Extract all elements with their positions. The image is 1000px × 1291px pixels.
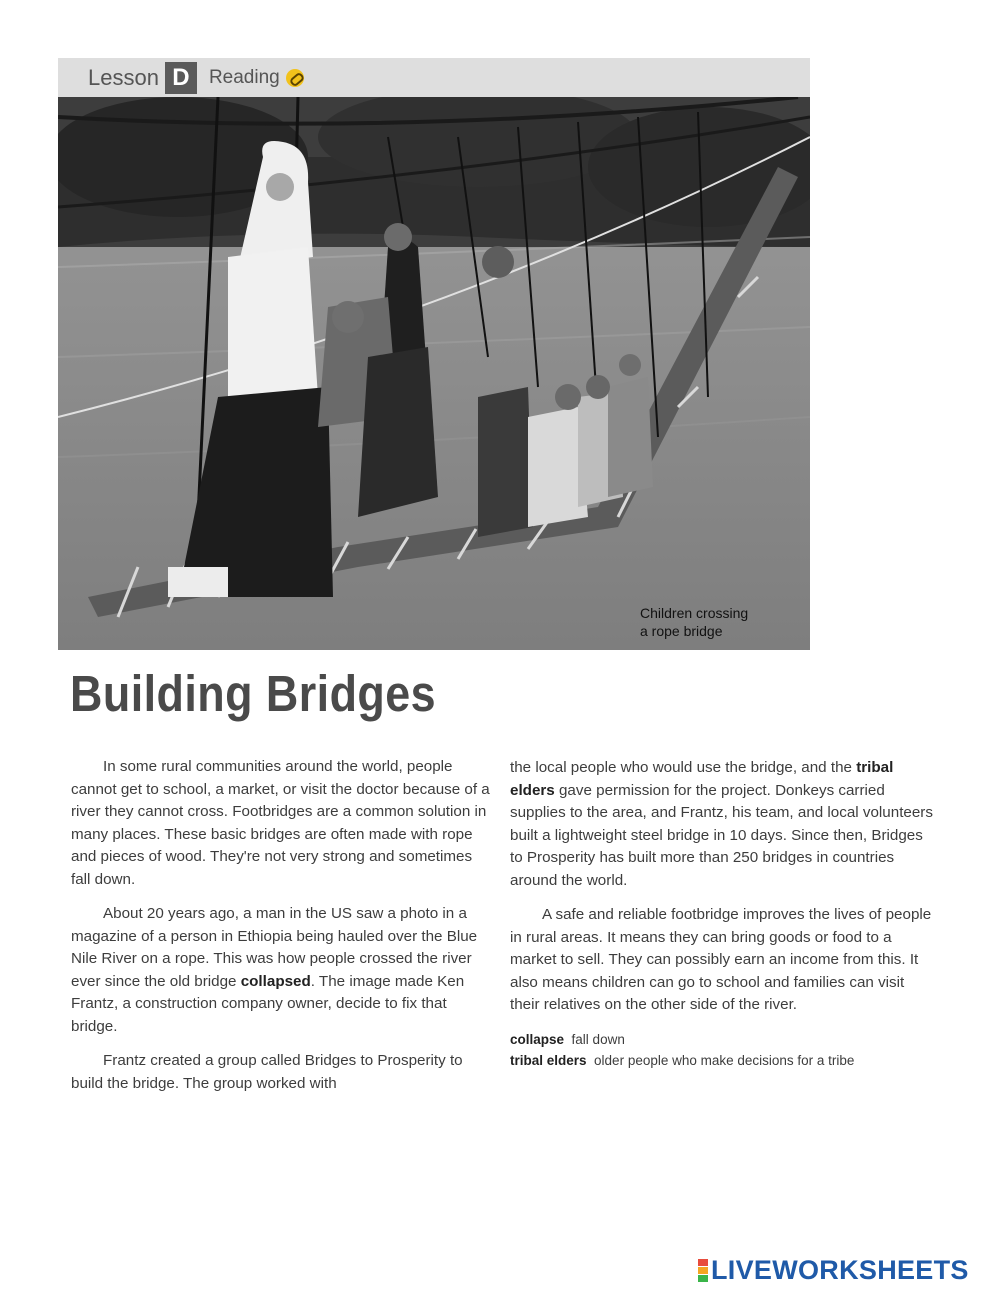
lesson-label: Lesson: [88, 64, 159, 90]
lesson-letter: D: [165, 62, 197, 94]
section-label: Reading: [208, 66, 280, 88]
text-run: gave permission for the project. Donkeys carried supplies to the area, and Frantz, his team, and local volunteers built a lightweight steel bridge in 10 days. Since then, Bridges to Prosperity has built more than 250 bridges in countries around the world.: [510, 781, 933, 889]
logo-block: [698, 1267, 708, 1274]
lesson-header: [58, 58, 810, 97]
vocab-word-collapsed: collapsed: [240, 972, 311, 990]
text-run: . The image made Ken Frantz, a construction company owner, decide to fix that bridge.: [71, 972, 465, 1035]
glossary-definition: fall down: [571, 1031, 625, 1047]
vocab-word-tribal-elders: tribal elders: [510, 759, 894, 799]
glossary-term: tribal elders: [510, 1052, 587, 1068]
paragraph: [71, 903, 494, 1038]
logo-block: [698, 1275, 708, 1282]
logo-icon: [698, 1259, 708, 1282]
liveworksheets-logo: [698, 1255, 969, 1286]
logo-block: [698, 1259, 708, 1266]
paragraph: In some rural communities around the world, people cannot get to school, a market, or visit the doctor because of a river they cannot cross. Footbridges are a common solution in many places. These basic bridges are often made with rope and pieces of wood. They're not very strong and sometimes fall down.: [71, 758, 490, 888]
paragraph: Frantz created a group called Bridges to Prosperity to build the bridge. The group worked with: [71, 1052, 463, 1092]
article-title: Building Bridges: [70, 665, 437, 722]
caption-line: Children crossing: [640, 605, 749, 621]
glossary-term: collapse: [510, 1031, 565, 1047]
glossary-entry: [510, 1029, 936, 1050]
link-icon[interactable]: [286, 69, 304, 87]
text-run: the local people who would use the bridge, and the: [510, 759, 857, 776]
text-run: About 20 years ago, a man in the US saw a photo in a magazine of a person in Ethiopia being hauled over the Blue Nile River on a rope. This was how people crossed the river ever since the old bridge: [71, 905, 478, 990]
caption-line: a rope bridge: [640, 623, 723, 639]
glossary-definition: older people who make decisions for a tribe: [594, 1052, 855, 1068]
glossary: [510, 1029, 936, 1071]
article-column-right: [510, 757, 936, 1071]
bridge-photo: [58, 97, 810, 650]
bridge-photo-drawing: [58, 97, 810, 650]
paragraph: [510, 757, 936, 892]
logo-text: LIVEWORKSHEETS: [711, 1255, 969, 1285]
glossary-entry: [510, 1050, 936, 1071]
paragraph: A safe and reliable footbridge improves the lives of people in rural areas. It means they can bring goods or food to a market to sell. They can possibly earn an income from this. It also means children can go to school and families can visit their relatives on the other side of the river.: [510, 906, 932, 1013]
photo-caption: [640, 604, 758, 640]
article-column-left: [71, 756, 494, 1107]
